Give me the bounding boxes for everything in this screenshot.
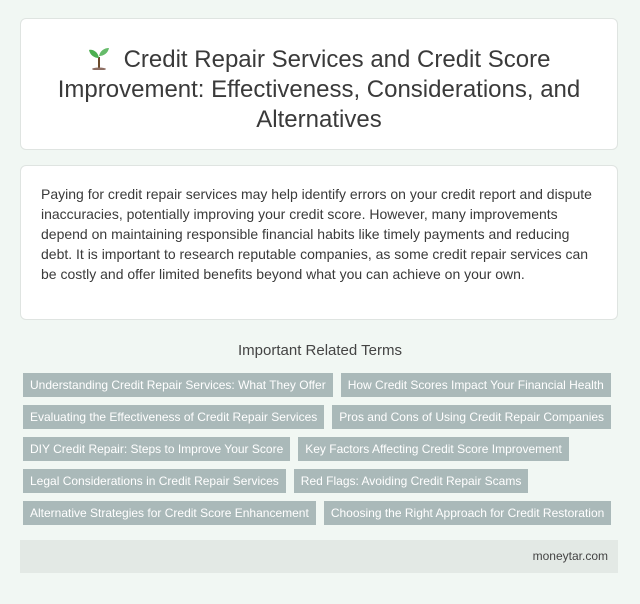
title-card bbox=[20, 18, 618, 150]
related-term-tag[interactable]: Red Flags: Avoiding Credit Repair Scams bbox=[294, 469, 529, 493]
tag-row bbox=[23, 373, 611, 397]
sprout-icon bbox=[88, 46, 110, 70]
footer bbox=[20, 540, 618, 573]
footer-site-link[interactable]: moneytar.com bbox=[532, 549, 608, 563]
related-term-tag[interactable]: Understanding Credit Repair Services: What They Offer bbox=[23, 373, 333, 397]
related-term-tag[interactable]: Legal Considerations in Credit Repair Services bbox=[23, 469, 286, 493]
summary-text: Paying for credit repair services may help identify errors on your credit report and dispute inaccuracies, potentially improving your credit score. However, many improvements depend on maintaining responsible financial habits like timely payments and reducing debt. It is important to research reputable companies, as some credit repair services can be costly and offer limited benefits beyond what you can achieve on your own. bbox=[41, 186, 592, 282]
related-term-tag[interactable]: How Credit Scores Impact Your Financial Health bbox=[341, 373, 611, 397]
related-term-tag[interactable]: DIY Credit Repair: Steps to Improve Your Score bbox=[23, 437, 290, 461]
related-term-tag[interactable]: Alternative Strategies for Credit Score Enhancement bbox=[23, 501, 316, 525]
tag-row bbox=[23, 501, 611, 525]
related-term-tag[interactable]: Choosing the Right Approach for Credit Restoration bbox=[324, 501, 612, 525]
tag-row bbox=[23, 437, 569, 461]
related-term-tag[interactable]: Key Factors Affecting Credit Score Improvement bbox=[298, 437, 569, 461]
related-terms-heading: Important Related Terms bbox=[238, 342, 402, 359]
summary-card bbox=[20, 165, 618, 320]
page-title bbox=[51, 45, 587, 135]
related-term-tag[interactable]: Pros and Cons of Using Credit Repair Companies bbox=[332, 405, 611, 429]
page-title-text: Credit Repair Services and Credit Score Improvement: Effectiveness, Considerations, and Alternatives bbox=[57, 46, 581, 133]
tag-row bbox=[23, 405, 611, 429]
related-term-tag[interactable]: Evaluating the Effectiveness of Credit Repair Services bbox=[23, 405, 324, 429]
tag-row bbox=[23, 469, 528, 493]
